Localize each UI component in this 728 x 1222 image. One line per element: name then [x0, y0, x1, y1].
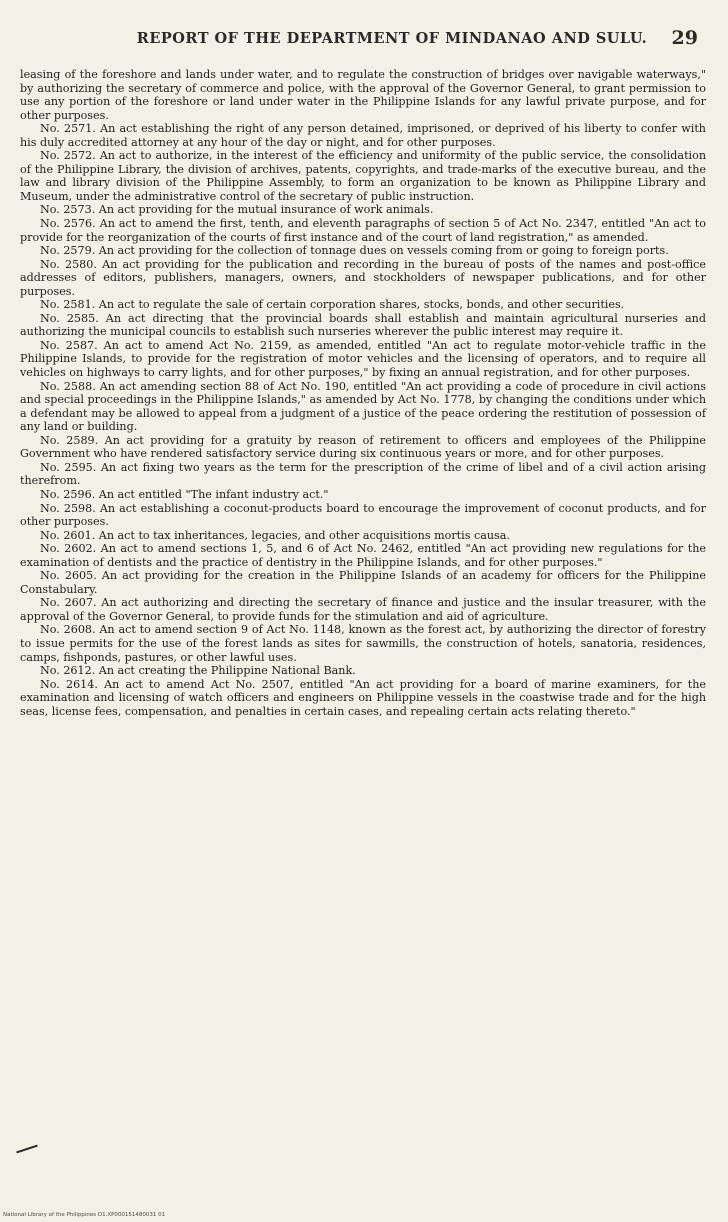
paragraph-act-2607: No. 2607. An act authorizing and directing the secretary of finance and justice and the insular treasurer, with the approval of the Governor General, to provide funds for the stimulation and aid of agriculture.: [20, 596, 706, 623]
paragraph-act-2581: No. 2581. An act to regulate the sale of certain corporation shares, stocks, bonds, and other securities.: [40, 298, 625, 312]
paragraph-act-2572: No. 2572. An act to authorize, in the interest of the efficiency and uniformity of the public service, the consolidation of the Philippine Library, the division of archives, patents, copyrights, and trade-marks of the executive bureau, and the law and library division of the Philippine Assembly, to form an organization to be known as Philippine Library and Museum, under the administrative control of the secretary of public instruction.: [20, 149, 706, 203]
body-text: [20, 68, 706, 718]
paragraph-act-2598: No. 2598. An act establishing a coconut-products board to encourage the improvement of coconut products, and for other purposes.: [20, 501, 706, 529]
paragraph-act-2573: No. 2573. An act providing for the mutual insurance of work animals.: [40, 203, 434, 217]
header-title: REPORT OF THE DEPARTMENT OF MINDANAO AND SULU.: [136, 30, 648, 47]
paragraph-act-2596: No. 2596. An act entitled "The infant industry act.": [40, 487, 329, 501]
paragraph-act-2588: No. 2588. An act amending section 88 of Act No. 190, entitled "An act providing a code of procedure in civil actions and special proceedings in the Philippine Islands," as amended by Act No. 1778, by changing the conditions under which a defendant may be allowed to appeal from a judgment of a justice of the peace ordering the restitution of possession of any land or building.: [20, 379, 706, 434]
paragraph-act-2595: No. 2595. An act fixing two years as the term for the prescription of the crime of libel and of a civil action arising therefrom.: [20, 460, 706, 488]
paragraph-act-2587: No. 2587. An act to amend Act No. 2159, as amended, entitled "An act to regulate motor-vehicle traffic in the Philippine Islands, to provide for the registration of motor vehicles and the licensing of operators, and to require all vehicles on highways to carry lights, and for other purposes," by fixing an annual registration, and for other purposes.: [20, 338, 706, 380]
pencil-mark: [16, 1145, 38, 1154]
paragraph-act-2571: No. 2571. An act establishing the right of any person detained, imprisoned, or deprived of his liberty to confer with his duly accredited attorney at any hour of the day or night, and for other purposes.: [20, 122, 706, 149]
paragraph-act-2605: No. 2605. An act providing for the creation in the Philippine Islands of an academy for officers for the Philippine Constabulary.: [20, 569, 706, 596]
page-header: [86, 27, 698, 49]
paragraph-act-2601: No. 2601. An act to tax inheritances, legacies, and other acquisitions mortis causa.: [40, 528, 510, 542]
paragraph-continuation: leasing of the foreshore and lands under water, and to regulate the construction of bridges over navigable waterways," by authorizing the secretary of commerce and police, with the approval of the Governor General, to grant permission to use any portion of the foreshore or land under water in the Philippine Islands for any lawful private purpose, and for other purposes.: [20, 68, 706, 122]
scan-footer: National Library of the Philippines D1.XP000151480031 01: [3, 1212, 166, 1218]
paragraph-act-2585: No. 2585. An act directing that the provincial boards shall establish and maintain agricultural nurseries and authorizing the municipal councils to establish such nurseries wherever the public interest may require it.: [20, 311, 706, 339]
paragraph-act-2579: No. 2579. An act providing for the collection of tonnage dues on vessels coming from or going to foreign ports.: [40, 244, 669, 258]
paragraph-act-2576: No. 2576. An act to amend the first, tenth, and eleventh paragraphs of section 5 of Act No. 2347, entitled "An act to provide for the reorganization of the courts of first instance and of the court of land registration," as amended.: [20, 217, 706, 244]
paragraph-act-2612: No. 2612. An act creating the Philippine National Bank.: [40, 664, 356, 678]
paragraph-act-2614: No. 2614. An act to amend Act No. 2507, entitled "An act providing for a board of marine examiners, for the examination and licensing of watch officers and engineers on Philippine vessels in the coastwise trade and for the high seas, license fees, compensation, and penalties in certain cases, and repealing certain acts relating thereto.": [20, 677, 706, 718]
paragraph-act-2608: No. 2608. An act to amend section 9 of Act No. 1148, known as the forest act, by authorizing the director of forestry to issue permits for the use of the forest lands as sites for sawmills, the construction of hotels, sanatoria, residences, camps, fishponds, pastures, or other lawful uses.: [20, 623, 706, 664]
page-number: 29: [671, 27, 698, 49]
paragraph-act-2580: No. 2580. An act providing for the publication and recording in the bureau of posts of the names and post-office addresses of editors, publishers, managers, owners, and stockholders of newspaper publications, and for other purposes.: [20, 257, 706, 298]
paragraph-act-2589: No. 2589. An act providing for a gratuity by reason of retirement to officers and employees of the Philippine Government who have rendered satisfactory service during six continuous years or more, and for other purposes.: [20, 433, 706, 461]
paragraph-act-2602: No. 2602. An act to amend sections 1, 5, and 6 of Act No. 2462, entitled "An act providing new regulations for the examination of dentists and the practice of dentistry in the Philippine Islands, and for other purposes.": [20, 542, 706, 569]
